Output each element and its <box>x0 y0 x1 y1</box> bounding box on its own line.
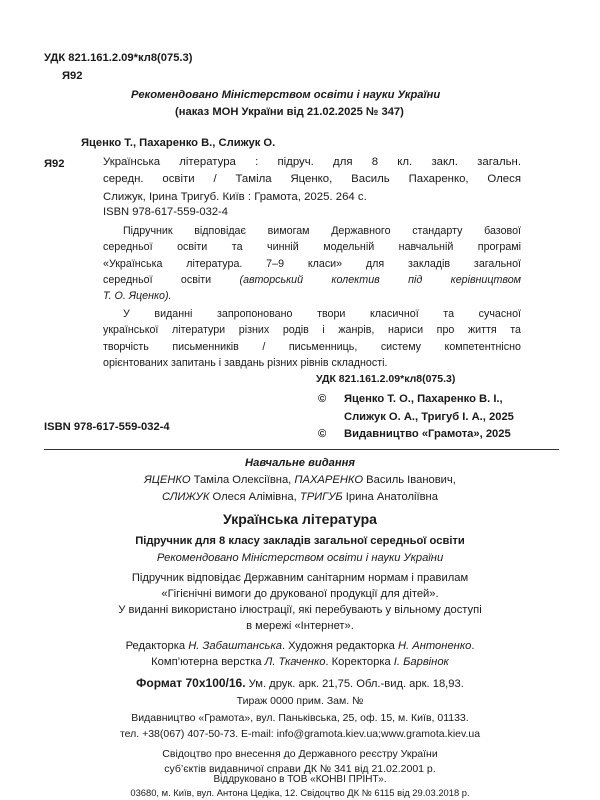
catalog-authors: Яценко Т., Пахаренко В., Слижук О. <box>81 137 276 149</box>
printed-by: Віддруковано в ТОВ «КОНВІ ПРІНТ». 03680, м. Київ, вул. Антона Цедіка, 12. Свідоцтво ДК № 6115 від 29.03.2018 р. <box>130 774 470 798</box>
catalog-isbn: ISBN 978-617-559-032-4 <box>103 206 229 218</box>
printed-address: 03680, м. Київ, вул. Антона Цедіка, 12. Свідоцтво ДК № 6115 від 29.03.2018 р. <box>130 787 470 798</box>
book-subtitle: Підручник для 8 класу закладів загальної середньої освіти <box>135 535 465 547</box>
copyright-symbol-2: © <box>318 428 327 440</box>
illustrations-line-1: У виданні використано ілюстрації, які перебувають у вільному доступі <box>118 604 482 616</box>
copyright-symbol-1: © <box>318 393 327 405</box>
annotation-contents: У виданні запропоновано твори класичної та сучасної української літератури різних родів і жанрів, нариси про життя та творчість письменників / письменниць, систему компетентнісно орієнтованих запитань і завдань різних рівнів складності. <box>103 308 521 369</box>
catalog-description: Українська література : підруч. для 8 кл. закл. загальн. середн. освіти / Таміла Яценко, Василь Пахаренко, Олеся Слижук, Ірина Тригуб. Київ : Грамота, 2025. 264 с. <box>103 156 521 203</box>
annotation-standard: Підручник відповідає вимогам Державного стандарту базової середньої освіти та чинній модельній навчальній програмі «Українська література. 7–9 класи» для закладів загальної середньої освіти (авторський колектив під керівництвом Т. О. Яценко). <box>103 225 521 303</box>
udk-code: УДК 821.161.2.09*кл8(075.3) <box>44 52 193 64</box>
imprint-authors-2: СЛИЖУК Олеся Алімівна, ТРИГУБ Ірина Анатоліївна <box>162 491 438 503</box>
registry-line-1: Свідоцтво про внесення до Державного реєстру України <box>162 748 438 760</box>
publisher-contacts: тел. +38(067) 407-50-73. E-mail: info@gramota.kiev.ua;www.gramota.kiev.ua <box>119 728 481 740</box>
print-run: Тираж 0000 прим. Зам. № <box>236 695 364 707</box>
sanitary-line-2: «Гігієнічні вимоги до друкованої продукції для дітей». <box>161 588 439 600</box>
bbk-code: Я92 <box>62 70 83 82</box>
recommended-note: Рекомендовано Міністерством освіти і науки України <box>131 89 441 101</box>
catalog-code: Я92 <box>44 158 65 170</box>
publisher-address: Видавництво «Грамота», вул. Паньківська, 25, оф. 15, м. Київ, 01133. <box>131 712 469 724</box>
copyright-publisher: Видавництво «Грамота», 2025 <box>344 428 511 440</box>
copyright-isbn: ISBN 978-617-559-032-4 <box>44 421 170 433</box>
registry-line-2: суб’єктів видавничої справи ДК № 341 від 21.02.2001 р. <box>164 763 436 775</box>
copyright-authors-1: Яценко Т. О., Пахаренко В. І., <box>344 393 503 405</box>
divider <box>44 449 559 450</box>
imprint-authors-1: ЯЦЕНКО Таміла Олексіївна, ПАХАРЕНКО Василь Іванович, <box>144 474 456 486</box>
edition-type: Навчальне видання <box>245 457 355 469</box>
format-line: Формат 70х100/16. Ум. друк. арк. 21,75. Обл.-вид. арк. 18,93. <box>136 676 464 690</box>
book-title: Українська література <box>223 511 377 527</box>
copyright-authors-2: Слижук О. А., Тригуб І. А., 2025 <box>344 411 514 423</box>
editors-line: Редакторка Н. Забаштанська. Художня редакторка Н. Антоненко. <box>125 640 475 652</box>
imprint-recommended: Рекомендовано Міністерством освіти і науки України <box>156 552 444 564</box>
illustrations-line-2: в мережі «Інтернет». <box>246 620 354 632</box>
layout-line: Комп’ютерна верстка Л. Ткаченко. Коректорка І. Барвінок <box>151 656 449 668</box>
sanitary-line-1: Підручник відповідає Державним санітарним нормам і правилам <box>131 572 469 584</box>
udk-right: УДК 821.161.2.09*кл8(075.3) <box>316 373 456 385</box>
order-note: (наказ МОН України від 21.02.2025 № 347) <box>175 106 404 118</box>
